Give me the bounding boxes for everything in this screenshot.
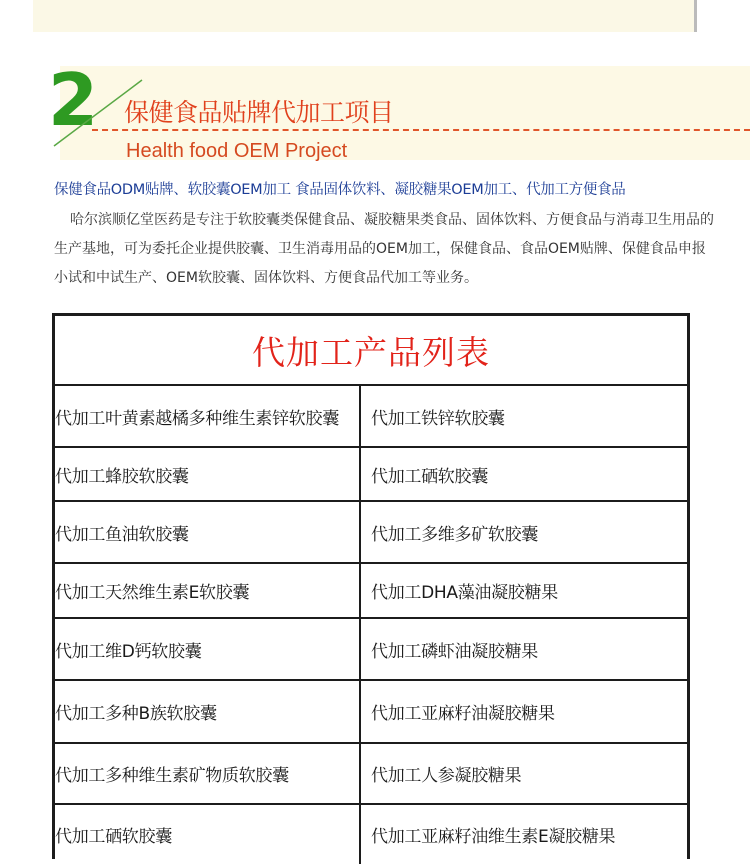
table-cell: 代加工维D钙软胶囊: [55, 619, 361, 679]
table-cell: 代加工多维多矿软胶囊: [371, 524, 538, 545]
section-title-cn: 保健食品贴牌代加工项目: [124, 98, 394, 127]
product-table: [52, 313, 690, 859]
table-title: 代加工产品列表: [55, 316, 687, 386]
dashed-divider: [92, 129, 750, 131]
table-cell: 代加工DHA藻油凝胶糖果: [371, 583, 558, 603]
top-panel: [33, 0, 697, 32]
table-row: [55, 386, 687, 448]
table-row: [55, 502, 687, 564]
table-cell: 代加工多种B族软胶囊: [55, 681, 361, 742]
table-row: [55, 805, 687, 864]
section-title-en: Health food OEM Project: [126, 140, 348, 162]
table-cell: 代加工人参凝胶糖果: [371, 766, 522, 786]
table-cell: 代加工铁锌软胶囊: [371, 408, 505, 429]
table-cell: 代加工叶黄素越橘多种维生素锌软胶囊: [55, 386, 361, 446]
table-cell: 代加工蜂胶软胶囊: [55, 448, 361, 500]
table-cell: 代加工天然维生素E软胶囊: [55, 564, 361, 617]
company-description: 哈尔滨顺亿堂医药是专注于软胶囊类保健食品、凝胶糖果类食品、固体饮料、方便食品与消毒卫生用品的生产基地，可为委托企业提供胶囊、卫生消毒用品的OEM加工，保健食品、食品OEM贴牌、保健食品申报小试和中试生产、OEM软胶囊、固体饮料、方便食品代加工等业务。: [54, 212, 714, 286]
table-row: [55, 744, 687, 805]
table-cell: 代加工亚麻籽油凝胶糖果: [371, 704, 555, 724]
table-row: [55, 564, 687, 619]
table-cell: 代加工多种维生素矿物质软胶囊: [55, 744, 361, 803]
table-cell: 代加工亚麻籽油维生素E凝胶糖果: [371, 827, 616, 847]
section-number: 2: [48, 58, 99, 142]
table-row: [55, 619, 687, 681]
table-row: [55, 448, 687, 502]
table-cell: 代加工硒软胶囊: [371, 466, 488, 487]
table-cell: 代加工鱼油软胶囊: [55, 502, 361, 562]
services-subheading: 保健食品ODM贴牌、软胶囊OEM加工 食品固体饮料、凝胶糖果OEM加工、代加工方便食品: [54, 182, 626, 198]
table-row: [55, 681, 687, 744]
table-cell: 代加工磷虾油凝胶糖果: [371, 641, 538, 662]
table-cell: 代加工硒软胶囊: [55, 805, 361, 864]
